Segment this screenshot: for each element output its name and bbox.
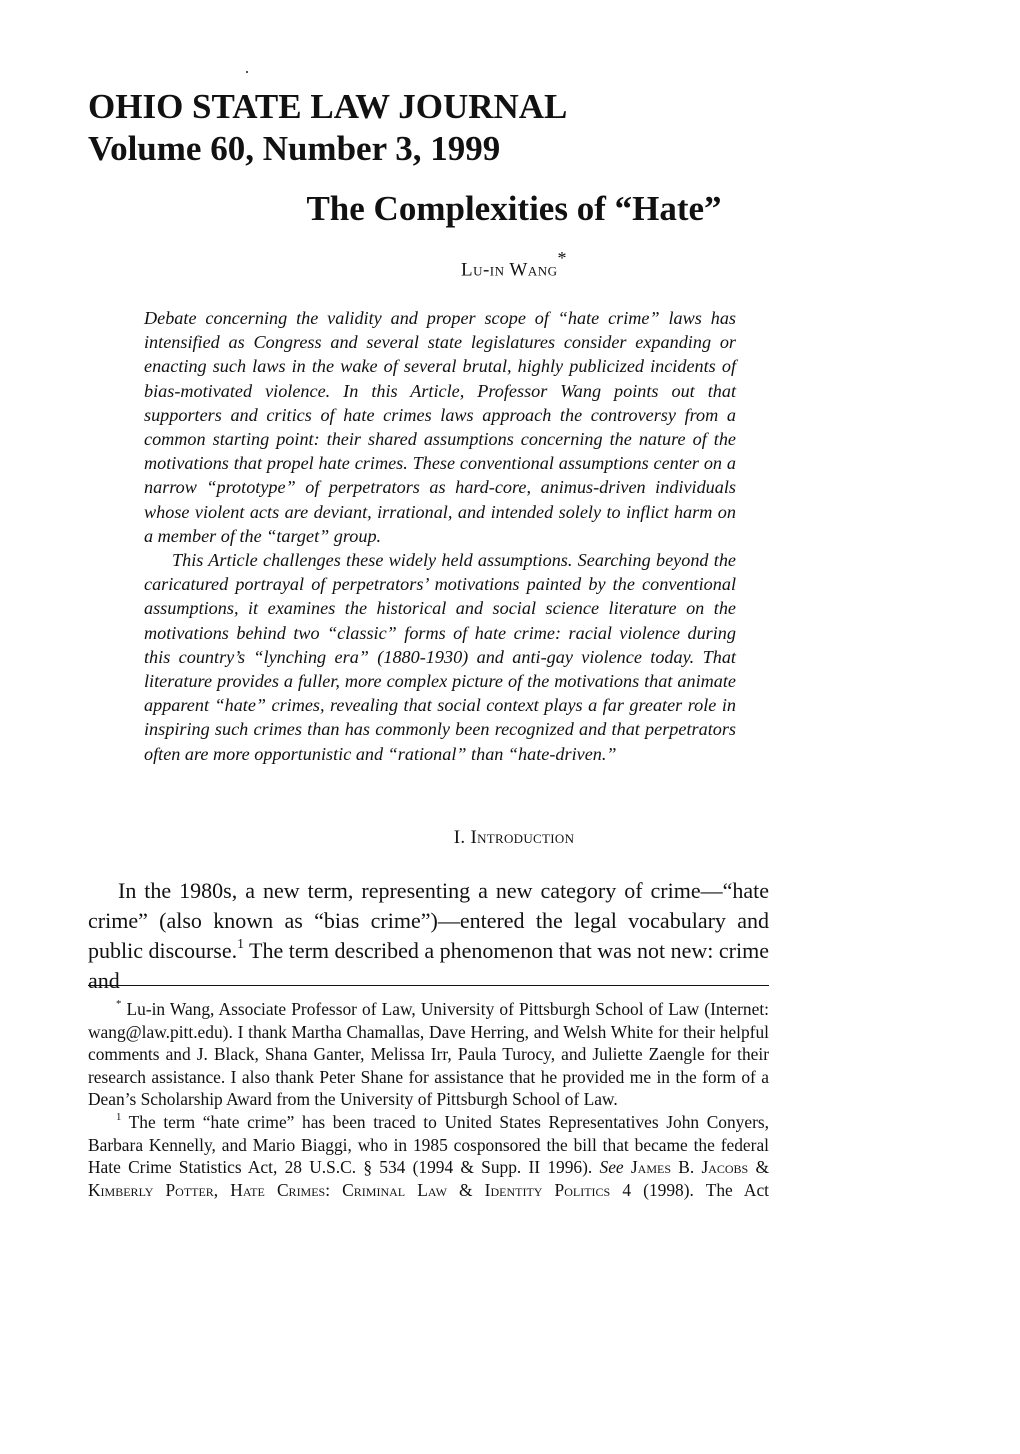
footnote-1 xyxy=(88,1111,769,1201)
journal-name: OHIO STATE LAW JOURNAL xyxy=(88,87,568,126)
author-footnote-mark[interactable]: * xyxy=(557,248,568,268)
footnote-divider xyxy=(88,985,769,986)
footnote-1-signal: See xyxy=(599,1157,624,1178)
section-heading-introduction: I. Introduction xyxy=(453,827,575,848)
abstract xyxy=(144,306,736,766)
body-paragraph-1 xyxy=(88,876,769,996)
journal-volume: Volume 60, Number 3, 1999 xyxy=(88,129,501,168)
footnote-1-mark: 1 xyxy=(116,1111,122,1124)
footnote-star-text: Lu-in Wang, Associate Professor of Law, University of Pittsburgh School of Law (Internet: wang@law.pitt.edu). I thank Martha Chamallas, Dave Herring, and Welsh White for their helpful comments and J. Black, Shana Ganter, Melissa Irr, Paula Turocy, and Juliette Zaengle for their research assistance. I also thank Peter Shane for assistance that he provided me in the form of a Dean’s Scholarship Award from the University of Pittsburgh School of Law. xyxy=(88,999,769,1110)
body-paragraph-1-text-a: In the 1980s, a new term, representing a new category of crime—“hate crime” (also known as “bias crime”)—entered the legal vocabulary and public discourse. xyxy=(88,878,769,963)
author-name: Lu-in Wang xyxy=(460,259,558,281)
footnote-1-text-a: The term “hate crime” has been traced to United States Representatives John Conyers, Barbara Kennelly, and Mario Biaggi, who in 1985 cosponsored the bill that became the federal Hate Crime Statistics Act, 28 U.S.C. § 534 (1994 & Supp. II 1996). xyxy=(88,1111,769,1178)
footnote-star-mark: * xyxy=(116,998,122,1011)
footnote-star xyxy=(88,998,769,1111)
body-text xyxy=(88,876,769,996)
footnote-ref-1[interactable]: 1 xyxy=(237,936,244,952)
body-paragraph-1-text-b: The term described a phenomenon that was not new: crime and xyxy=(88,938,769,993)
article-title: The Complexities of “Hate” xyxy=(306,189,722,228)
author-line xyxy=(0,250,1020,282)
abstract-paragraph-1: Debate concerning the validity and proper scope of “hate crime” laws has intensified as Congress and several state legislatures consider expanding or enacting such laws in the wake of several brutal, highly publicized incidents of bias-motivated violence. In this Article, Professor Wang points out that supporters and critics of hate crimes laws approach the controversy from a common starting point: their shared assumptions concerning the nature of the motivations that propel hate crimes. These conventional assumptions center on a narrow “prototype” of perpetrators as hard-core, animus-driven individuals whose violent acts are deviant, irrational, and intended solely to inflict harm on a member of the “target” group. xyxy=(144,308,736,546)
footnotes xyxy=(88,998,769,1201)
footnote-1-text-b: 4 (1998). The Act xyxy=(610,1179,770,1200)
footnote-1-citation: James B. Jacobs & Kimberly Potter, Hate Crimes: Criminal Law & Identity Politics xyxy=(88,1157,769,1200)
abstract-paragraph-2: This Article challenges these widely held assumptions. Searching beyond the caricatured portrayal of perpetrators’ motivations painted by the conventional assumptions, it examines the historical and social science literature on the motivations behind two “classic” forms of hate crime: racial violence during this country’s “lynching era” (1880-1930) and anti-gay violence today. That literature provides a fuller, more complex picture of the motivations that animate apparent “hate” crimes, revealing that social context plays a far greater role in inspiring such crimes than has commonly been recognized and that perpetrators often are more opportunistic and “rational” than “hate-driven.” xyxy=(144,550,736,764)
scan-speck xyxy=(246,71,248,73)
